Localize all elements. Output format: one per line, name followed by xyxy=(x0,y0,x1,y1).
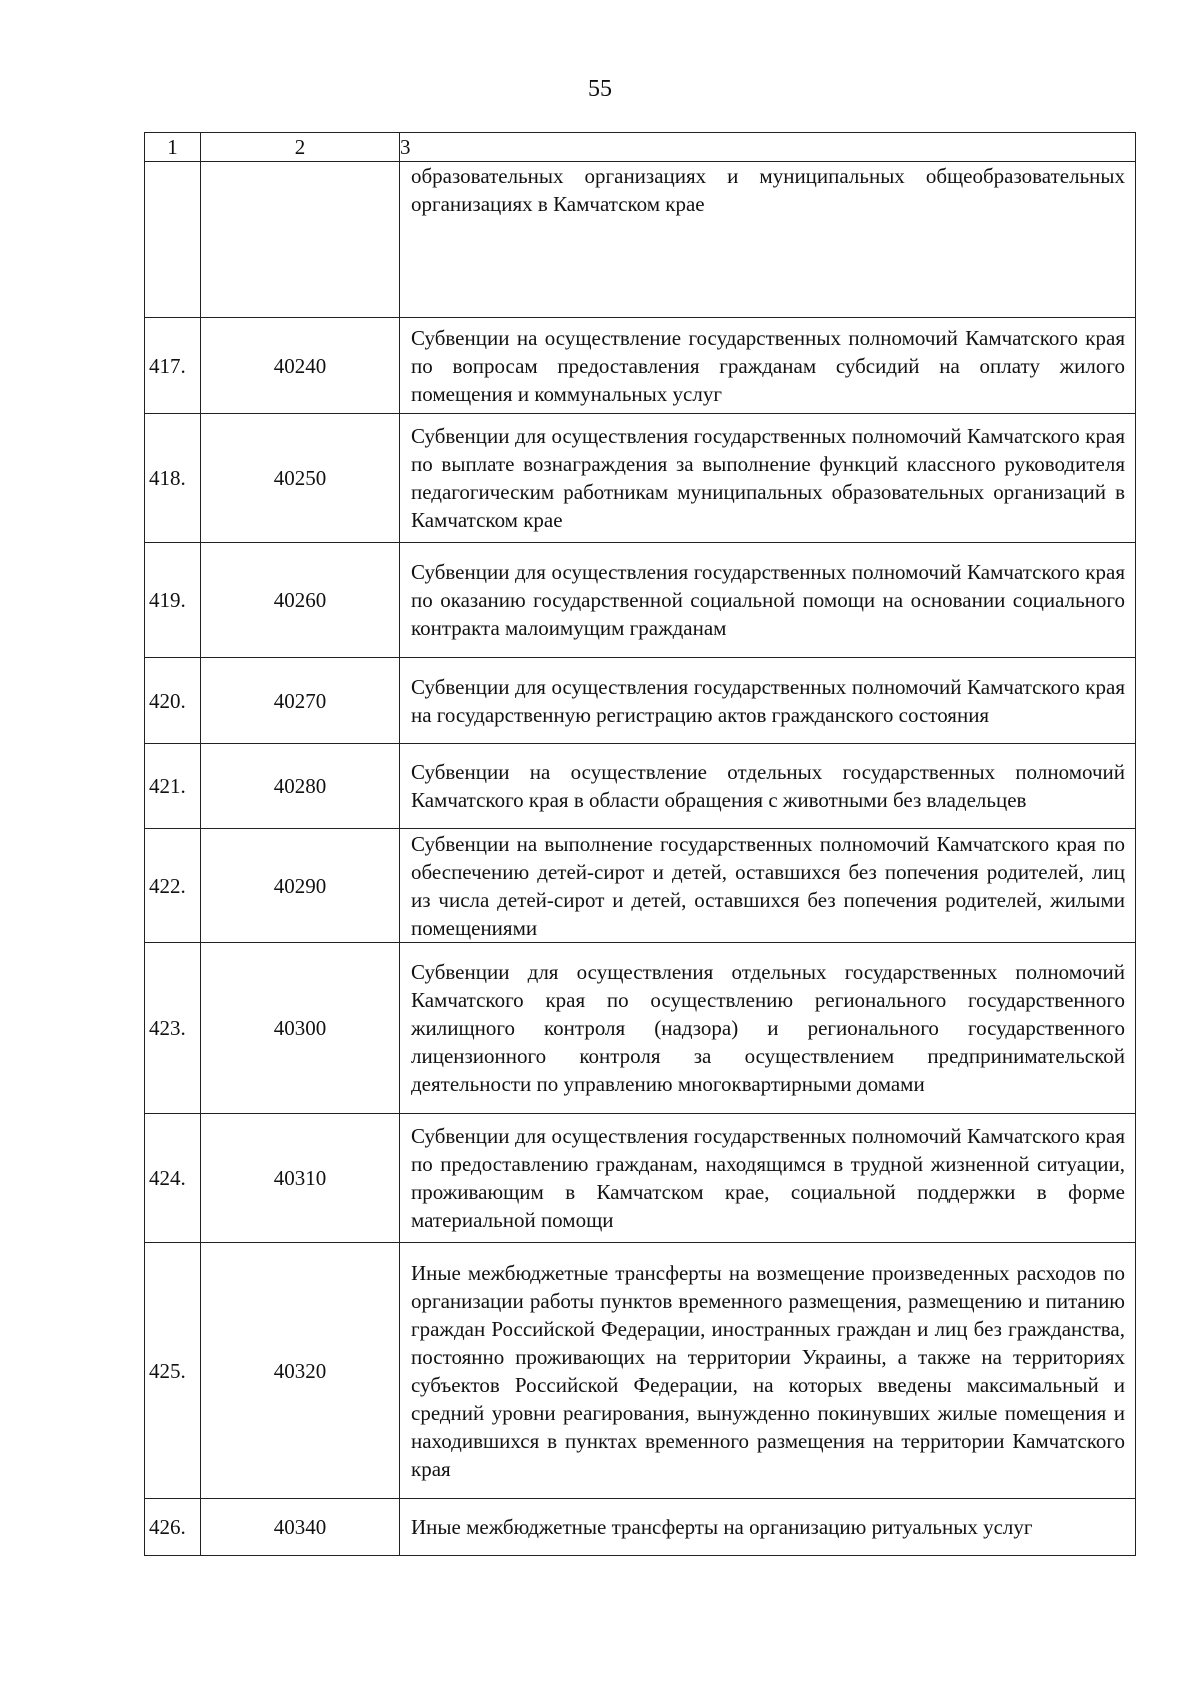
table-row xyxy=(145,1243,1136,1499)
row-code-cell xyxy=(201,162,400,318)
row-number-cell: 424. xyxy=(145,1114,201,1243)
column-header-2: 2 xyxy=(201,133,400,162)
row-code-cell: 40250 xyxy=(201,414,400,543)
table-row xyxy=(145,318,1136,414)
row-number-cell: 420. xyxy=(145,658,201,744)
table-row xyxy=(145,414,1136,543)
row-code-cell: 40300 xyxy=(201,943,400,1114)
row-number-cell: 419. xyxy=(145,543,201,658)
row-text-cell: образовательных организациях и муниципальных общеобразовательных организациях в Камчатском крае xyxy=(400,162,1136,318)
row-text-cell: Субвенции для осуществления государственных полномочий Камчатского края на государственную регистрацию актов гражданского состояния xyxy=(400,658,1136,744)
table-row xyxy=(145,658,1136,744)
row-number-cell: 422. xyxy=(145,829,201,943)
column-header-1: 1 xyxy=(145,133,201,162)
row-number-cell xyxy=(145,162,201,318)
row-number-cell: 423. xyxy=(145,943,201,1114)
page-number: 55 xyxy=(588,76,612,102)
row-code-cell: 40280 xyxy=(201,744,400,829)
table-row-continuation xyxy=(145,162,1136,318)
row-number-cell: 417. xyxy=(145,318,201,414)
table-row xyxy=(145,543,1136,658)
row-code-cell: 40290 xyxy=(201,829,400,943)
column-header-3: 3 xyxy=(400,133,1136,162)
row-code-cell: 40240 xyxy=(201,318,400,414)
row-text-cell: Субвенции на выполнение государственных полномочий Камчатского края по обеспечению детей-сирот и детей, оставшихся без попечения родителей, лиц из числа детей-сирот и детей, оставшихся без попечения родителей, жилыми помещениями xyxy=(400,829,1136,943)
row-text-cell: Иные межбюджетные трансферты на возмещение произведенных расходов по организации работы пунктов временного размещения, размещению и питанию граждан Российской Федерации, иностранных граждан и лиц без гражданства, постоянно проживающих на территории Украины, а также на территориях субъектов Российской Федерации, на которых введены максимальный и средний уровни реагирования, вынужденно покинувших жилые помещения и находившихся в пунктах временного размещения на территории Камчатского края xyxy=(400,1243,1136,1499)
row-code-cell: 40270 xyxy=(201,658,400,744)
row-number-cell: 426. xyxy=(145,1499,201,1556)
row-text-cell: Субвенции на осуществление государственных полномочий Камчатского края по вопросам предоставления гражданам субсидий на оплату жилого помещения и коммунальных услуг xyxy=(400,318,1136,414)
row-text-cell: Субвенции на осуществление отдельных государственных полномочий Камчатского края в области обращения с животными без владельцев xyxy=(400,744,1136,829)
table-row xyxy=(145,1114,1136,1243)
row-number-cell: 421. xyxy=(145,744,201,829)
row-code-cell: 40340 xyxy=(201,1499,400,1556)
table-row xyxy=(145,829,1136,943)
row-number-cell: 425. xyxy=(145,1243,201,1499)
table-header-row xyxy=(145,133,1136,162)
row-code-cell: 40310 xyxy=(201,1114,400,1243)
row-text-cell: Субвенции для осуществления отдельных государственных полномочий Камчатского края по осуществлению регионального государственного жилищного контроля (надзора) и регионального государственного лицензионного контроля за осуществлением предпринимательской деятельности по управлению многоквартирными домами xyxy=(400,943,1136,1114)
row-text-cell: Субвенции для осуществления государственных полномочий Камчатского края по оказанию государственной социальной помощи на основании социального контракта малоимущим гражданам xyxy=(400,543,1136,658)
table-row xyxy=(145,943,1136,1114)
row-number-cell: 418. xyxy=(145,414,201,543)
row-text-cell: Иные межбюджетные трансферты на организацию ритуальных услуг xyxy=(400,1499,1136,1556)
row-code-cell: 40260 xyxy=(201,543,400,658)
table-row xyxy=(145,744,1136,829)
row-text-cell: Субвенции для осуществления государственных полномочий Камчатского края по предоставлению гражданам, находящимся в трудной жизненной ситуации, проживающим в Камчатском крае, социальной поддержки в форме материальной помощи xyxy=(400,1114,1136,1243)
row-code-cell: 40320 xyxy=(201,1243,400,1499)
budget-codes-table xyxy=(144,132,1136,1556)
row-text-cell: Субвенции для осуществления государственных полномочий Камчатского края по выплате вознаграждения за выполнение функций классного руководителя педагогическим работникам муниципальных образовательных организаций в Камчатском крае xyxy=(400,414,1136,543)
table-row xyxy=(145,1499,1136,1556)
